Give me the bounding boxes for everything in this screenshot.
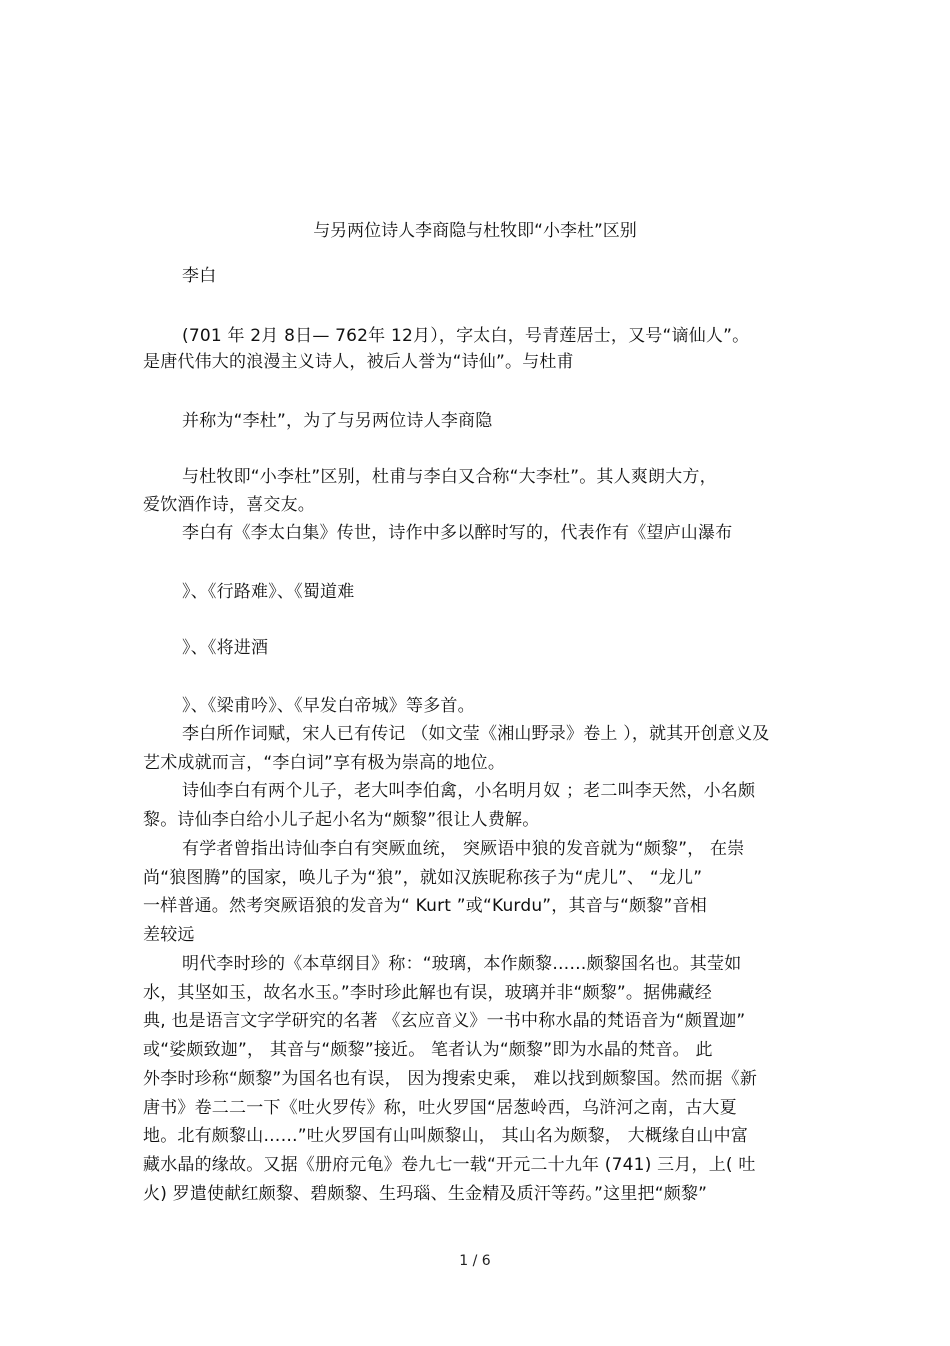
text-line: 并称为“李杜”，为了与另两位诗人李商隐 [182, 411, 493, 431]
text-line: 诗仙李白有两个儿子，老大叫李伯禽，小名明月奴 ；老二叫李天然，小名颇 [182, 781, 756, 801]
text-line: 典, 也是语言文字学研究的名著 《玄应音义》一书中称水晶的梵语音为“颇置迦” [143, 1011, 746, 1031]
text-line: 唐书》卷二二一下《吐火罗传》称，吐火罗国“居葱岭西，乌浒河之南，古大夏 [143, 1098, 737, 1118]
text-line: 与杜牧即“小李杜”区别，杜甫与李白又合称“大李杜”。其人爽朗大方， [182, 467, 717, 487]
text-line: 明代李时珍的《本草纲目》称：“玻璃，本作颇黎……颇黎国名也。其莹如 [182, 954, 742, 974]
text-line: 一样普通。然考突厥语狼的发音为“ Kurt ”或“Kurdu”，其音与“颇黎”音相 [143, 896, 707, 916]
page-number: 1 / 6 [459, 1253, 491, 1269]
text-line: 地。北有颇黎山……”吐火罗国有山叫颇黎山， 其山名为颇黎， 大概缘自山中富 [143, 1126, 749, 1146]
document-title: 与另两位诗人李商隐与杜牧即“小李杜”区别 [313, 221, 637, 241]
text-line: 外李时珍称“颇黎”为国名也有误， 因为搜索史乘， 难以找到颇黎国。然而据《新 [143, 1069, 758, 1089]
text-line: 藏水晶的缘故。又据《册府元龟》卷九七一载“开元二十九年 (741) 三月，上( 吐 [143, 1155, 756, 1175]
text-line: 有学者曾指出诗仙李白有突厥血统， 突厥语中狼的发音就为“颇黎”， 在崇 [182, 839, 745, 859]
text-line: 》、《行路难》、《蜀道难 [182, 582, 355, 602]
text-line: 李白有《李太白集》传世，诗作中多以醉时写的，代表作有《望庐山瀑布 [182, 523, 733, 543]
text-line: 爱饮酒作诗，喜交友。 [143, 495, 315, 515]
text-line: 艺术成就而言，“李白词”享有极为崇高的地位。 [143, 753, 506, 773]
text-line: 》、《梁甫吟》、《早发白帝城》等多首。 [182, 696, 475, 716]
text-line: 火) 罗遣使献红颇黎、碧颇黎、生玛瑙、生金精及质汗等药。”这里把“颇黎” [143, 1184, 708, 1204]
text-line: 李白所作词赋，宋人已有传记 （如文莹《湘山野录》卷上 ），就其开创意义及 [182, 724, 770, 744]
text-line: 李白 [182, 266, 217, 286]
text-line: 水，其坚如玉，故名水玉。”李时珍此解也有误，玻璃并非“颇黎”。据佛藏经 [143, 983, 712, 1003]
text-line: (701 年 2月 8日— 762年 12月），字太白，号青莲居士，又号“谪仙人”。 [182, 326, 750, 346]
text-line: 黎。诗仙李白给小儿子起小名为“颇黎”很让人费解。 [143, 810, 540, 830]
text-line: 是唐代伟大的浪漫主义诗人，被后人誉为“诗仙”。与杜甫 [143, 352, 574, 372]
text-line: 或“娑颇致迦”， 其音与“颇黎”接近。 笔者认为“颇黎”即为水晶的梵音。 此 [143, 1040, 713, 1060]
text-line: 》、《将进酒 [182, 638, 269, 658]
text-line: 尚“狼图腾”的国家，唤儿子为“狼”，就如汉族昵称孩子为“虎儿”、 “龙儿” [143, 868, 703, 888]
text-line: 差较远 [143, 925, 195, 945]
